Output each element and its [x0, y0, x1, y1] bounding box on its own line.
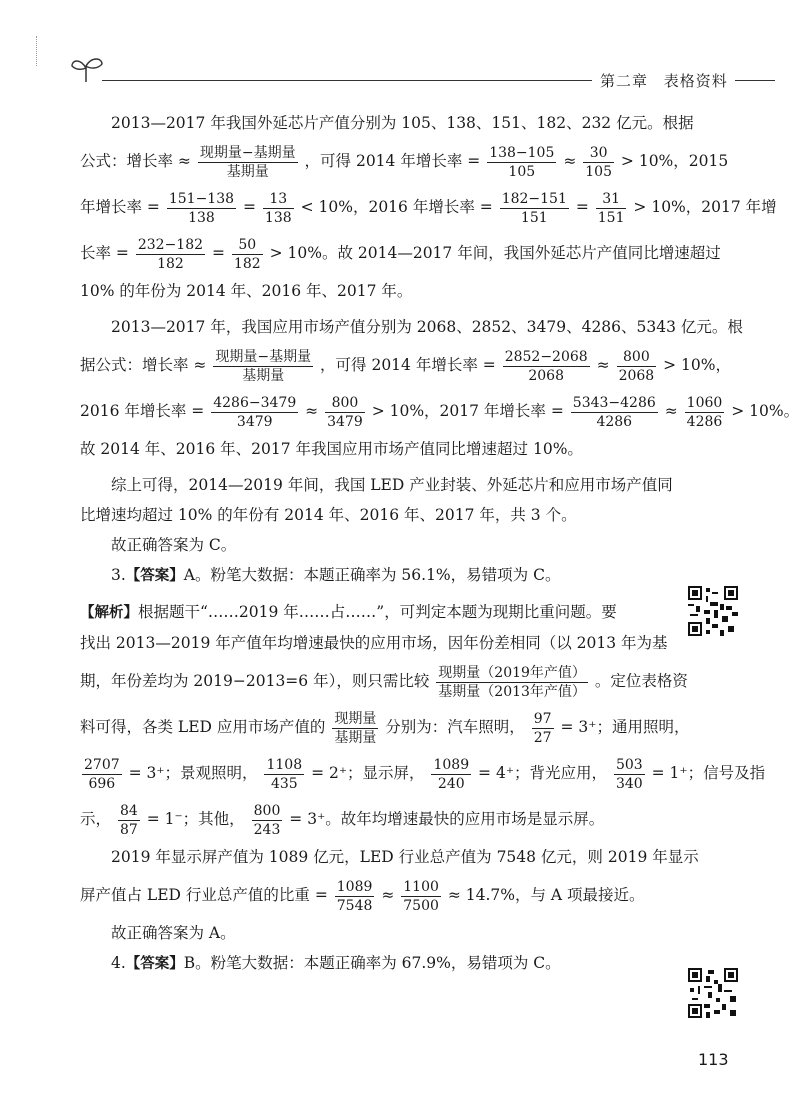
- fraction: [263, 190, 294, 227]
- denominator: 182: [157, 255, 184, 272]
- text: =: [211, 244, 225, 262]
- text: ≈: [563, 152, 577, 170]
- denominator: 240: [437, 775, 465, 792]
- denominator: 182: [233, 255, 261, 272]
- answer-tag: 【答案】: [125, 956, 184, 972]
- numerator: 5343−4286: [572, 394, 656, 411]
- numerator: 现期量: [334, 710, 377, 727]
- formula-line: [80, 342, 732, 388]
- numerator: 1100: [403, 878, 439, 895]
- text: = 3⁺；通用照明，: [560, 718, 690, 736]
- denominator: 4286: [686, 413, 723, 430]
- text: =: [575, 198, 589, 216]
- text: ，可得 2014 年增长率 =: [304, 152, 481, 170]
- fraction: [332, 710, 378, 747]
- fraction: [335, 878, 375, 915]
- header-rule: [102, 80, 592, 81]
- answer-line: 故正确答案为 A。: [111, 924, 236, 942]
- fraction: [436, 664, 588, 701]
- numerator: 151−138: [168, 190, 235, 207]
- text-line: 比增速均超过 10% 的年份有 2014 年、2016 年、2017 年，共 3 个。: [80, 506, 577, 524]
- numerator: 31: [596, 190, 627, 209]
- text: = 3⁺。故年均增速最快的应用市场是显示屏。: [289, 810, 605, 828]
- chapter-title: [600, 70, 728, 91]
- answer-tag: 【答案】: [125, 568, 184, 584]
- text: 示，: [80, 810, 112, 828]
- text: ≈: [596, 356, 610, 374]
- formula-line: [80, 138, 729, 184]
- numerator: 800: [617, 348, 657, 367]
- numerator: 97: [533, 710, 552, 727]
- text: 公式：增长率 ≈: [80, 152, 191, 170]
- denominator: 435: [270, 775, 298, 792]
- analysis-block: [80, 597, 766, 948]
- numerator: 1108: [266, 756, 303, 773]
- formula-line: [80, 658, 720, 704]
- denominator: 105: [585, 163, 612, 180]
- numerator: 4286−3479: [213, 394, 297, 411]
- question-number: 4.: [111, 954, 126, 972]
- paragraph-summary: [80, 470, 720, 500]
- text: 长率 =: [80, 244, 129, 262]
- text: ≈: [664, 402, 678, 420]
- page-body: [80, 108, 800, 979]
- text: = 3⁺；景观照明，: [128, 764, 258, 782]
- text: ≈: [381, 886, 395, 904]
- fraction: [232, 236, 263, 273]
- text: = 4⁺；背光应用，: [478, 764, 608, 782]
- text: ≈ 14.7%，与 A 项最接近。: [447, 886, 645, 904]
- numerator: 503: [615, 756, 643, 773]
- fraction: [264, 756, 304, 793]
- fraction: [252, 802, 283, 839]
- fraction: [583, 144, 614, 181]
- fraction: [532, 710, 554, 747]
- text: 屏产值占 LED 行业总产值的比重 =: [80, 886, 328, 904]
- answer-text: A。粉笔大数据：本题正确率为 56.1%，易错项为 C。: [183, 566, 561, 584]
- text: > 10%。故 2014—2017 年间，我国外延芯片产值同比增速超过: [269, 244, 721, 262]
- paragraph-app-market: [80, 312, 743, 342]
- page-number: 113: [698, 1050, 729, 1069]
- denominator: 105: [508, 163, 536, 180]
- text-line: 2019 年显示屏产值为 1089 亿元，LED 行业总产值为 7548 亿元，则 2019 年显示: [111, 848, 699, 866]
- fraction: [571, 394, 658, 431]
- header-rule-right: [735, 80, 775, 81]
- denominator: 340: [615, 775, 643, 792]
- fraction: [167, 190, 236, 227]
- text: = 1⁺；信号及指: [651, 764, 766, 782]
- fraction: [136, 236, 205, 273]
- text: ≈: [305, 402, 319, 420]
- fraction: [487, 144, 556, 181]
- text: > 10%。: [731, 402, 800, 420]
- text: 料可得，各类 LED 应用市场产值的: [80, 718, 326, 736]
- chapter-topic: 表格资料: [663, 72, 728, 90]
- chapter-label: 第二章: [600, 72, 649, 90]
- paragraph-chip-output: [80, 108, 720, 138]
- fraction: [500, 190, 569, 227]
- answer-line: 故正确答案为 C。: [111, 536, 237, 554]
- text-line: 2013—2017 年我国外延芯片产值分别为 105、138、151、182、232 亿元。根据: [111, 114, 694, 132]
- question-number: 3.: [111, 566, 126, 584]
- formula-line: [80, 230, 720, 276]
- denominator: 3479: [236, 413, 273, 430]
- denominator: 243: [253, 821, 281, 838]
- text-line: 2013—2017 年，我国应用市场产值分别为 2068、2852、3479、4286、5343 亿元。根: [111, 318, 743, 336]
- denominator: 基期量（2013年产值）: [438, 683, 586, 700]
- text: > 10%，2017 年增长率 =: [371, 402, 564, 420]
- denominator: 7500: [403, 897, 439, 914]
- numerator: 800: [253, 802, 281, 819]
- fraction: [118, 802, 140, 839]
- text: ，可得 2014 年增长率 =: [320, 356, 496, 374]
- fraction: [211, 394, 298, 431]
- formula-line: [80, 750, 766, 796]
- fraction: [213, 348, 313, 385]
- denominator: 138: [188, 209, 215, 226]
- text: < 10%，2016 年增长率 =: [300, 198, 493, 216]
- fraction: [503, 348, 590, 385]
- text: 分别为：汽车照明，: [385, 718, 525, 736]
- text: = 1⁻；其他，: [146, 810, 245, 828]
- numerator: 现期量（2019年产值）: [438, 664, 586, 681]
- numerator: 30: [583, 144, 614, 163]
- denominator: 87: [119, 821, 138, 838]
- numerator: 1089: [433, 756, 470, 773]
- text: =: [242, 198, 256, 216]
- denominator: 7548: [336, 897, 373, 914]
- denominator: 138: [264, 209, 292, 226]
- formula-line: [80, 388, 800, 434]
- qr-code-icon[interactable]: [688, 586, 738, 636]
- fraction: [431, 756, 471, 793]
- numerator: 50: [232, 236, 263, 255]
- question-4-answer: [80, 948, 720, 979]
- numerator: 84: [119, 802, 138, 819]
- fraction: [596, 190, 627, 227]
- margin-dots: [36, 36, 39, 66]
- numerator: 182−151: [501, 190, 567, 207]
- fraction: [198, 144, 298, 181]
- page-header: [0, 0, 800, 100]
- numerator: 现期量−基期量: [215, 348, 312, 365]
- denominator: 2068: [528, 367, 564, 384]
- answer-text: B。粉笔大数据：本题正确率为 67.9%，易错项为 C。: [183, 954, 561, 972]
- text: 根据题干“……2019 年……占……”，可判定本题为现期比重问题。要: [138, 603, 617, 621]
- text: 期，年份差均为 2019−2013=6 年），则只需比较: [80, 672, 430, 690]
- formula-line: [80, 184, 777, 230]
- text: > 10%，2017 年增: [633, 198, 777, 216]
- numerator: 1060: [686, 394, 723, 411]
- text-line: 找出 2013—2019 年产值年均增速最快的应用市场，因年份差相同（以 2013 年为基: [80, 634, 668, 652]
- sprout-icon: [70, 54, 104, 84]
- text: > 10%，2015: [620, 152, 729, 170]
- text: > 10%，: [663, 356, 732, 374]
- fraction: [685, 394, 725, 431]
- formula-line: [80, 796, 720, 842]
- fraction: [617, 348, 657, 385]
- qr-code-icon[interactable]: [688, 968, 738, 1018]
- fraction: [325, 394, 365, 431]
- numerator: 13: [263, 190, 294, 209]
- denominator: 3479: [327, 413, 363, 430]
- numerator: 232−182: [137, 236, 204, 253]
- denominator: 4286: [596, 413, 633, 430]
- denominator: 151: [597, 209, 625, 226]
- text: 。定位表格资: [594, 672, 688, 690]
- formula-line: [80, 704, 720, 750]
- text: 2016 年增长率 =: [80, 402, 205, 420]
- denominator: 基期量: [226, 163, 269, 180]
- fraction: [614, 756, 645, 793]
- text-line: 10% 的年份为 2014 年、2016 年、2017 年。: [80, 282, 413, 300]
- numerator: 138−105: [489, 144, 555, 161]
- denominator: 27: [533, 729, 552, 746]
- numerator: 2852−2068: [504, 348, 588, 365]
- text-line: 综上可得，2014—2019 年间，我国 LED 产业封装、外延芯片和应用市场产值同: [111, 476, 673, 494]
- numerator: 2707: [84, 756, 120, 773]
- formula-line: [80, 872, 720, 918]
- denominator: 696: [88, 775, 116, 792]
- denominator: 2068: [618, 367, 655, 384]
- numerator: 800: [325, 394, 365, 413]
- denominator: 基期量: [242, 367, 285, 384]
- numerator: 现期量−基期量: [199, 144, 296, 161]
- text: = 2⁺；显示屏，: [311, 764, 425, 782]
- denominator: 基期量: [334, 729, 377, 746]
- question-3-answer: [80, 560, 720, 591]
- fraction: [401, 878, 441, 915]
- text: 据公式：增长率 ≈: [80, 356, 207, 374]
- fraction: [82, 756, 122, 793]
- numerator: 1089: [336, 878, 373, 895]
- analysis-tag: 【解析】: [80, 605, 138, 621]
- denominator: 151: [520, 209, 548, 226]
- text: 年增长率 =: [80, 198, 160, 216]
- text-line: 故 2014 年、2016 年、2017 年我国应用市场产值同比增速超过 10%。: [80, 440, 583, 458]
